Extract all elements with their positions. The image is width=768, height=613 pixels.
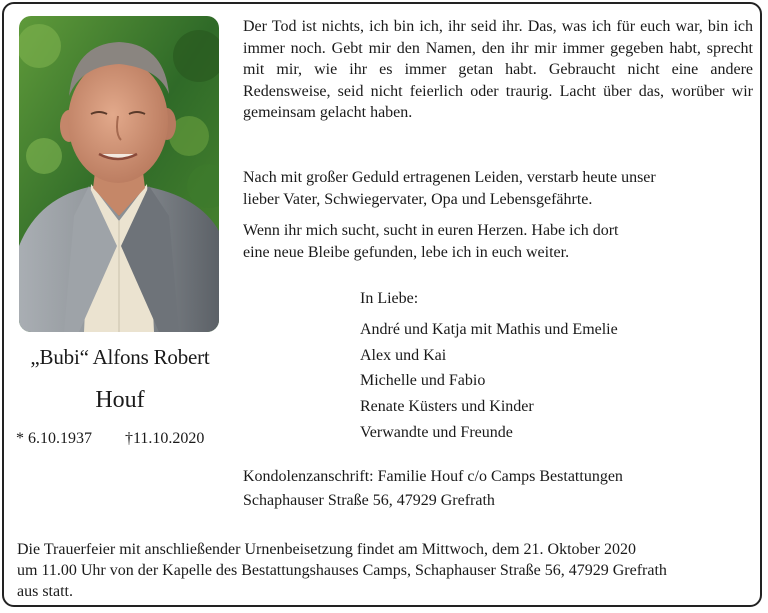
condolence-address — [243, 465, 753, 513]
service-line: Die Trauerfeier mit anschließender Urnenbeisetzung findet am Mittwoch, dem 21. Oktober 2020 — [17, 541, 636, 558]
death-date: †11.10.2020 — [125, 430, 205, 447]
death-notice-line: lieber Vater, Schwiegervater, Opa und Lebensgefährte. — [243, 190, 593, 208]
mourner-name: Renate Küsters und Kinder — [360, 398, 534, 416]
comfort-verse-line: eine neue Bleibe gefunden, lebe ich in euch weiter. — [243, 243, 570, 261]
portrait-photo — [19, 16, 219, 332]
mourner-name: Alex und Kai — [360, 346, 447, 364]
condolence-line: Kondolenzanschrift: Familie Houf c/o Camps Bestattungen — [243, 468, 623, 485]
comfort-verse-line: Wenn ihr mich sucht, sucht in euren Herzen. Habe ich dort — [243, 222, 619, 239]
mourners-lead: In Liebe: — [360, 290, 419, 307]
memorial-quote: Der Tod ist nichts, ich bin ich, ihr seid ihr. Das, was ich für euch war, bin ich immer noch. Gebt mir den Namen, den ihr mir immer gegeben habt, sprecht mit mir, wie ihr es immer getan habt. Gebraucht nicht eine andere Redensweise, seid nicht feierlich oder traurig. Lacht über das, worüber wir gemeinsam gelacht haben. — [243, 18, 753, 121]
life-dates — [16, 430, 226, 448]
mourner-name: Michelle und Fabio — [360, 372, 486, 390]
funeral-service-info — [17, 539, 752, 602]
death-notice — [243, 167, 753, 210]
deceased-surname: Houf — [95, 387, 145, 413]
mourner-name: André und Katja mit Mathis und Emelie — [360, 321, 618, 338]
comfort-verse — [243, 220, 753, 263]
birth-date: * 6.10.1937 — [16, 430, 92, 447]
service-line: aus statt. — [17, 583, 73, 600]
mourners-list — [360, 290, 618, 446]
death-notice-line: Nach mit großer Geduld ertragenen Leiden, verstarb heute unser — [243, 169, 656, 186]
service-line: um 11.00 Uhr von der Kapelle des Bestattungshauses Camps, Schaphauser Straße 56, 47929 Grefrath — [17, 562, 667, 579]
mourner-name: Verwandte und Freunde — [360, 423, 513, 441]
deceased-full-name: „Bubi“ Alfons Robert — [30, 345, 210, 369]
condolence-line: Schaphauser Straße 56, 47929 Grefrath — [243, 492, 495, 509]
